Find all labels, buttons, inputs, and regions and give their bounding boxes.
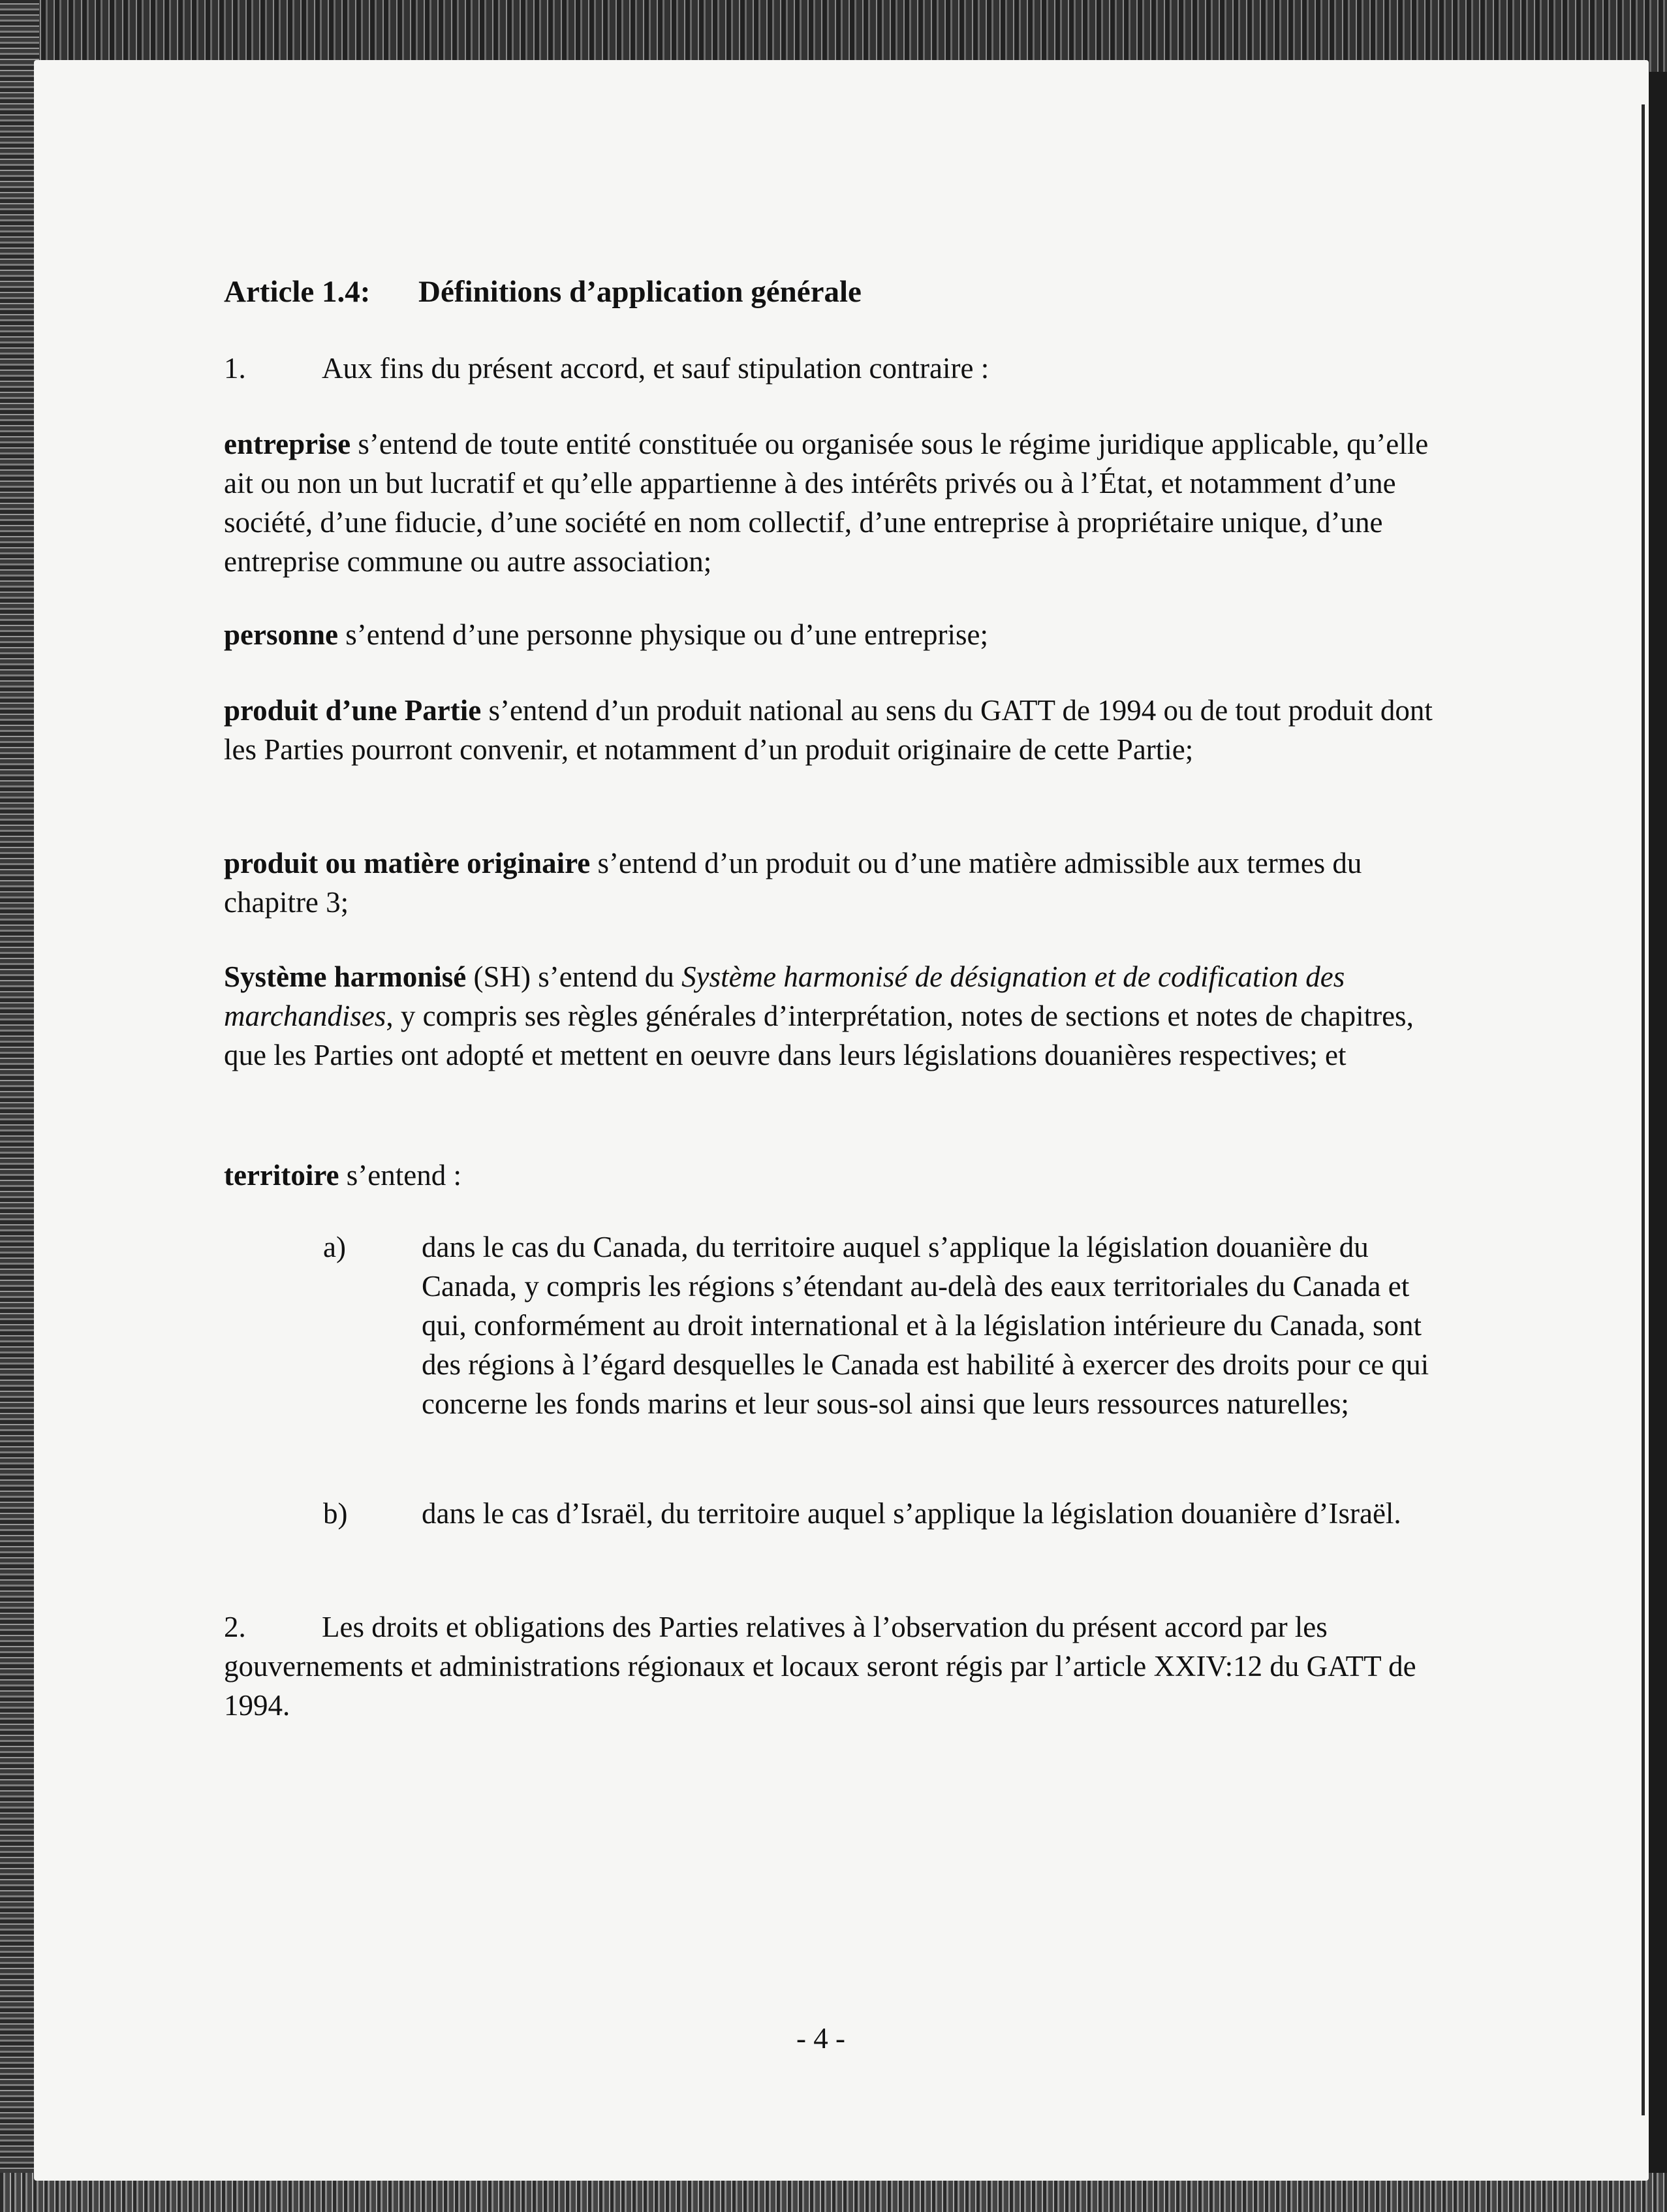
definition-text: s’entend de toute entité constituée ou organisée sous le régime juridique applicable, qu’elle ait ou non un but lucratif et qu’elle appartienne à des intérêts privés ou à l’État, et notamment d’une société, d’une fiducie, d’une société en nom collectif, d’une entreprise à propriétaire unique, d’une entreprise commune ou autre association;: [224, 428, 1429, 578]
definition-term: entreprise: [224, 428, 351, 460]
definition-personne: [224, 615, 1451, 654]
paragraph-number: 1.: [224, 352, 246, 385]
paragraph-1: [224, 349, 1451, 388]
definition-text: s’entend d’un produit ou d’une matière admissible aux termes du chapitre 3;: [224, 847, 1362, 919]
page-edge-line: [1642, 104, 1645, 2115]
definition-territoire: [224, 1156, 1451, 1195]
scan-border-left: [0, 0, 39, 2212]
definition-produit-originaire: [224, 844, 1451, 922]
paragraph-text: Aux fins du présent accord, et sauf stipulation contraire :: [322, 352, 989, 385]
paragraph-text: Les droits et obligations des Parties relatives à l’observation du présent accord par les gouvernements et administrations régionaux et locaux seront régis par l’article XXIV:12 du GATT de 1994.: [224, 1611, 1416, 1722]
definition-term: produit ou matière originaire: [224, 847, 591, 879]
definition-term: personne: [224, 618, 339, 651]
list-item-label: a): [323, 1231, 346, 1263]
article-heading: [224, 274, 862, 309]
definition-systeme-harmonise: [224, 957, 1451, 1075]
definition-abbrev: (SH) s’entend du: [466, 960, 682, 993]
list-item-text: dans le cas d’Israël, du territoire auquel s’applique la législation douanière d’Israël.: [422, 1497, 1401, 1530]
page-number: - 4 -: [796, 2022, 845, 2055]
article-number: Article 1.4:: [224, 275, 371, 309]
definition-text: s’entend d’une personne physique ou d’une entreprise;: [338, 618, 988, 651]
definition-term: Système harmonisé: [224, 960, 467, 993]
definition-text: , y compris ses règles générales d’interprétation, notes de sections et notes de chapitres, que les Parties ont adopté et mettent en oeuvre dans leurs législations douanières respectives; et: [224, 1000, 1414, 1071]
paragraph-2: [224, 1607, 1451, 1725]
definition-term: territoire: [224, 1159, 339, 1192]
list-item-label: b): [323, 1497, 348, 1530]
definition-text: s’entend d’un produit national au sens du GATT de 1994 ou de tout produit dont les Parties pourront convenir, et notamment d’un produit originaire de cette Partie;: [224, 694, 1433, 766]
definition-text: s’entend :: [339, 1159, 461, 1192]
definition-entreprise: [224, 424, 1451, 581]
definition-produit-partie: [224, 691, 1451, 769]
list-item-text: dans le cas du Canada, du territoire auquel s’applique la législation douanière du Canada, y compris les régions s’étendant au-delà des eaux territoriales du Canada et qui, conformément au droit international et à la législation intérieure du Canada, sont des régions à l’égard desquelles le Canada est habilité à exercer des droits pour ce qui concerne les fonds marins et leur sous-sol ainsi que leurs ressources naturelles;: [422, 1231, 1429, 1420]
definition-term: produit d’une Partie: [224, 694, 482, 727]
article-title: Définitions d’application générale: [418, 275, 862, 309]
paragraph-number: 2.: [224, 1611, 246, 1643]
definition-italic-title: Système harmonisé de désignation et de codification des marchandises: [224, 960, 1345, 1032]
